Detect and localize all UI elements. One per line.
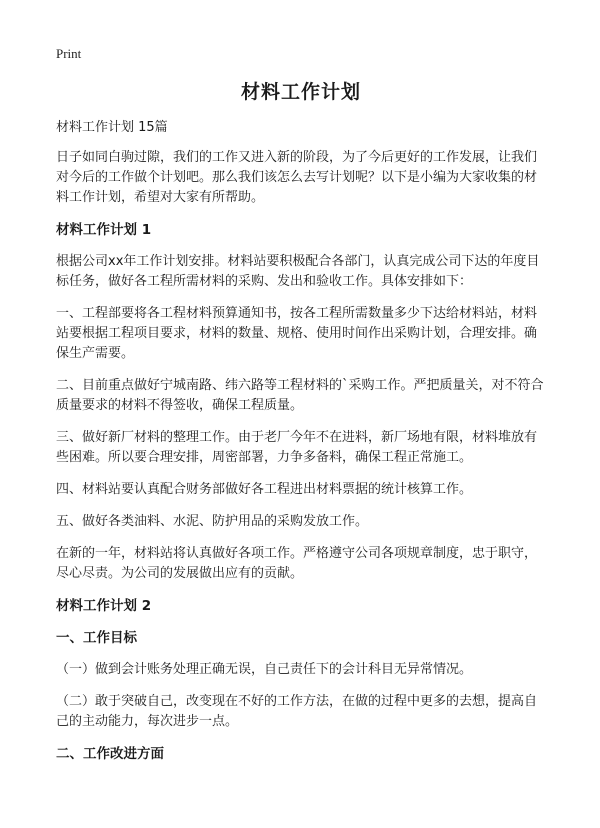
section-1-paragraph-6: 五、做好各类油料、水泥、防护用品的采购发放工作。 (56, 514, 369, 529)
intro-paragraph: 日子如同白驹过隙，我们的工作又进入新的阶段，为了今后更好的工作发展，让我们对今后的工作做个计划吧。那么我们该怎么去写计划呢？以下是小编为大家收集的材料工作计划，希望对大家有所帮助。 (56, 150, 538, 205)
section-1-paragraph-1: 根据公司xx年工作计划安排。材料站要积极配合各部门，认真完成公司下达的年度目标任务，做好各工程所需材料的采购、发出和验收工作。具体安排如下： (56, 254, 540, 289)
section-2-paragraph-1: （一）做到会计账务处理正确无误，自己责任下的会计科目无异常情况。 (56, 662, 473, 677)
section-2-heading: 材料工作计划 2 (56, 598, 152, 614)
section-1-paragraph-7: 在新的一年，材料站将认真做好各项工作。严格遵守公司各项规章制度，忠于职守，尽心尽责。为公司的发展做出应有的贡献。 (56, 546, 538, 581)
page-title: 材料工作计划 (240, 81, 361, 103)
print-label[interactable]: Print (56, 46, 82, 61)
section-1-paragraph-4: 三、做好新厂材料的整理工作。由于老厂今年不在进料，新厂场地有限，材料堆放有些困难。所以要合理安排，周密部署，力争多备料，确保工程正常施工。 (56, 430, 538, 465)
section-2-sub-heading-2: 二、工作改进方面 (56, 746, 164, 762)
document-subtitle: 材料工作计划 15篇 (56, 120, 168, 135)
section-1-paragraph-3: 二、目前重点做好宁城南路、纬六路等工程材料的`采购工作。严把质量关，对不符合质量要求的材料不得签收，确保工程质量。 (56, 378, 544, 413)
section-2-paragraph-2: （二）敢于突破自己，改变现在不好的工作方法，在做的过程中更多的去想，提高自己的主动能力，每次进步一点。 (56, 694, 538, 729)
section-1-paragraph-2: 一、工程部要将各工程材料预算通知书，按各工程所需数量多少下达给材料站，材料站要根据工程项目要求，材料的数量、规格、使用时间作出采购计划，合理安排。确保生产需要。 (56, 306, 538, 361)
section-1-heading: 材料工作计划 1 (56, 222, 152, 238)
section-2-sub-heading-1: 一、工作目标 (56, 630, 137, 646)
section-1-paragraph-5: 四、材料站要认真配合财务部做好各工程进出材料票据的统计核算工作。 (56, 482, 473, 497)
